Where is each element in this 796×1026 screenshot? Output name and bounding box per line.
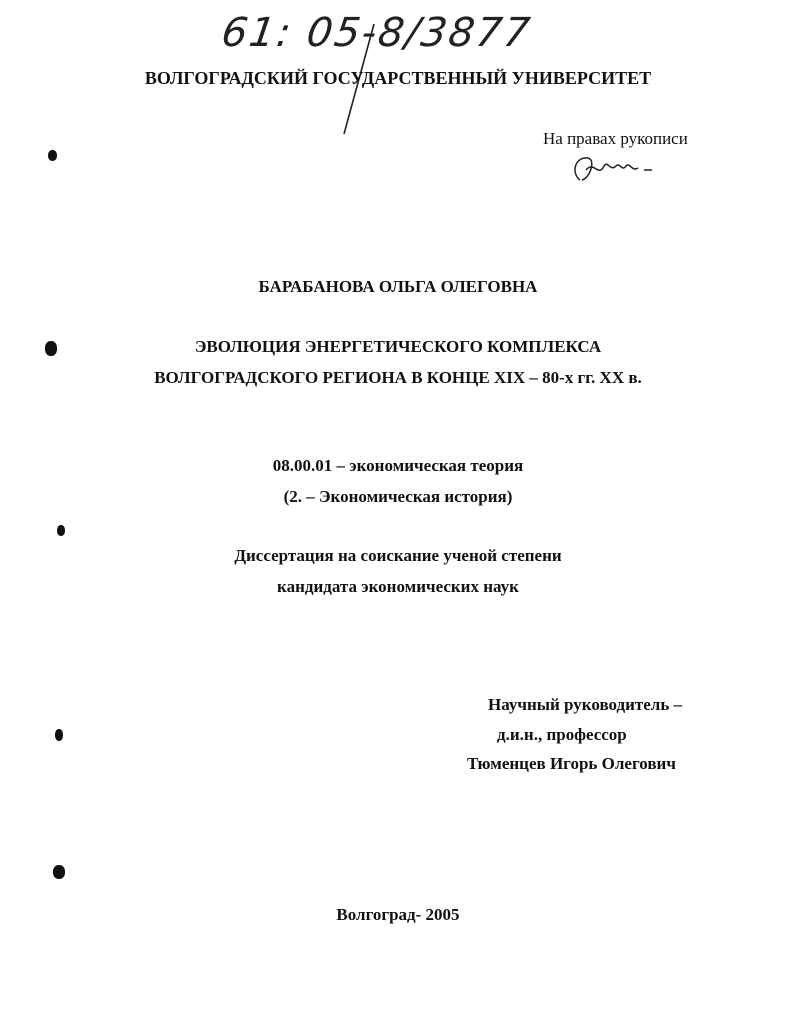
- degree-line-2: кандидата экономических наук: [277, 577, 519, 596]
- specialty-sub: (2. – Экономическая история): [283, 487, 513, 506]
- author-name: БАРАБАНОВА ОЛЬГА ОЛЕГОВНА: [258, 277, 538, 296]
- punch-mark: [48, 150, 57, 161]
- punch-mark: [55, 729, 63, 741]
- supervisor-name: Тюменцев Игорь Олегович: [467, 754, 676, 773]
- signature: [568, 150, 658, 190]
- title-line-1: ЭВОЛЮЦИЯ ЭНЕРГЕТИЧЕСКОГО КОМПЛЕКСА: [194, 337, 602, 356]
- title-line-2: ВОЛГОГРАДСКОГО РЕГИОНА В КОНЦЕ XIX – 80-х гг. XX в.: [154, 368, 642, 387]
- punch-mark: [45, 341, 57, 356]
- degree-line-1: Диссертация на соискание ученой степени: [234, 546, 562, 565]
- manuscript-rights-label: На правах рукописи: [543, 129, 688, 148]
- supervisor-label: Научный руководитель –: [488, 695, 683, 714]
- university-name: ВОЛГОГРАДСКИЙ ГОСУДАРСТВЕННЫЙ УНИВЕРСИТЕТ: [144, 68, 652, 88]
- punch-mark: [57, 525, 65, 536]
- city-year: Волгоград- 2005: [336, 905, 460, 924]
- supervisor-rank: д.и.н., профессор: [497, 725, 627, 744]
- punch-mark: [53, 865, 65, 879]
- handwritten-catalog-code: 61: 05-8/3877: [218, 10, 535, 56]
- specialty-code: 08.00.01 – экономическая теория: [272, 456, 524, 475]
